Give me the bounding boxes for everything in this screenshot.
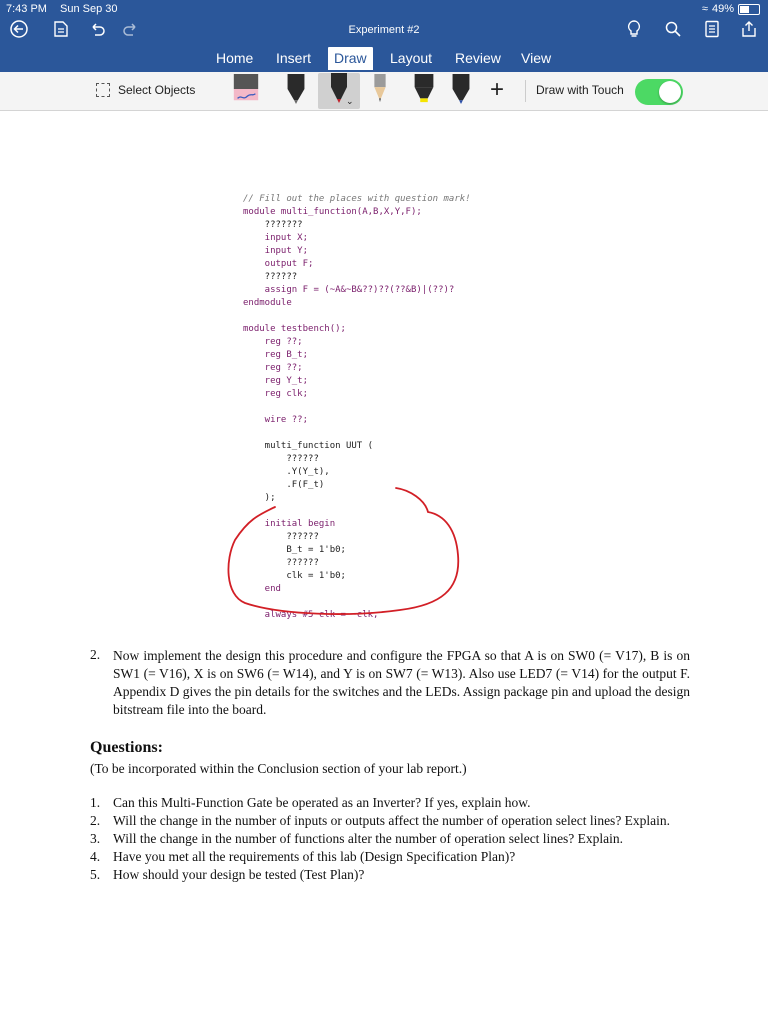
app-header	[0, 0, 768, 72]
tab-review[interactable]: Review	[455, 50, 501, 66]
tab-draw[interactable]: Draw	[327, 46, 374, 70]
draw-with-touch-toggle[interactable]	[635, 79, 683, 105]
tab-view[interactable]: View	[521, 50, 552, 66]
code-line	[243, 596, 471, 609]
code-line: // Fill out the places with question mark!	[243, 194, 471, 204]
status-bar	[6, 3, 128, 15]
black-pen-icon[interactable]	[285, 74, 307, 104]
code-line: end	[243, 584, 281, 594]
select-objects-label: Select Objects	[118, 83, 196, 97]
code-line: wire ??;	[243, 415, 309, 425]
code-line: reg Y_t;	[243, 376, 309, 386]
status-date: Sun Sep 30	[60, 3, 118, 15]
code-line: ??????	[243, 454, 319, 464]
code-line: ??????	[243, 532, 319, 542]
code-line: .F(F_t)	[243, 480, 325, 490]
pencil-icon[interactable]	[371, 74, 389, 104]
code-line	[243, 427, 471, 440]
paragraph-text: Now implement the design this procedure and configure the FPGA so that A is on SW0 (= V17), B is on SW1 (= V16), X is on SW6 (= W14), and Y is on SW7 (= W13). Also use LED7 (= V14) for the output F. Appendix D gives the pin details for the switches and the LEDs. Assign package pin and upload the design bitstream file into the board.	[113, 648, 691, 717]
code-line: assign F = (~A&~B&??)??(??&B)|(??)?	[243, 285, 455, 295]
eraser-icon[interactable]	[231, 74, 261, 104]
code-line: ??????	[243, 272, 298, 282]
code-line: module multi_function(A,B,X,Y,F);	[243, 207, 422, 217]
questions-list	[90, 794, 690, 884]
ribbon-divider	[525, 80, 526, 102]
battery-percent: 49%	[711, 3, 734, 15]
list-item: 2. Will the change in the number of inputs or outputs affect the number of operation select lines? Explain.	[90, 813, 671, 828]
draw-ribbon	[0, 72, 768, 111]
blue-pen-icon[interactable]	[450, 74, 472, 104]
status-time: 7:43 PM	[6, 3, 47, 15]
tab-layout[interactable]: Layout	[390, 50, 433, 66]
select-objects-icon	[96, 83, 110, 97]
code-line: ??????	[243, 558, 319, 568]
list-item: 3. Will the change in the number of functions alter the number of operation select lines? Explain.	[90, 831, 624, 846]
code-image	[243, 193, 471, 622]
list-item: 4. Have you met all the requirements of this lab (Design Specification Plan)?	[90, 849, 516, 864]
code-line	[243, 310, 471, 323]
tab-home[interactable]: Home	[216, 50, 254, 66]
code-line: reg ??;	[243, 363, 303, 373]
lightbulb-icon[interactable]	[626, 20, 642, 43]
chevron-down-icon[interactable]: ⌄	[346, 96, 354, 106]
reading-view-icon[interactable]	[704, 20, 720, 43]
code-line	[243, 401, 471, 414]
code-line: multi_function UUT (	[243, 441, 374, 451]
highlighter-icon[interactable]	[412, 74, 436, 104]
code-line	[243, 505, 471, 518]
document-title: Experiment #2	[348, 24, 420, 36]
draw-with-touch-label: Draw with Touch	[536, 83, 624, 97]
share-icon[interactable]	[740, 20, 758, 43]
questions-section	[90, 739, 690, 884]
code-line: endmodule	[243, 298, 292, 308]
code-line: .Y(Y_t),	[243, 467, 330, 477]
code-line: output F;	[243, 259, 314, 269]
code-line: clk = 1'b0;	[243, 571, 346, 581]
instruction-paragraph	[90, 647, 690, 719]
tab-insert[interactable]: Insert	[276, 50, 312, 66]
list-item: 5. How should your design be tested (Test Plan)?	[90, 867, 365, 882]
wifi-icon: ≈	[701, 3, 708, 15]
search-icon[interactable]	[664, 20, 682, 43]
list-item: 1. Can this Multi-Function Gate be operated as an Inverter? If yes, explain how.	[90, 795, 531, 810]
code-line: reg B_t;	[243, 350, 309, 360]
ribbon-tabs	[0, 46, 768, 72]
add-pen-button[interactable]: +	[490, 76, 505, 103]
code-line: B_t = 1'b0;	[243, 545, 346, 555]
status-right	[702, 3, 760, 15]
code-line: input X;	[243, 233, 309, 243]
code-line: reg ??;	[243, 337, 303, 347]
code-line: initial begin	[243, 519, 336, 529]
select-objects-button[interactable]	[96, 83, 195, 97]
paragraph-number: 2.	[90, 647, 101, 662]
code-line: reg clk;	[243, 389, 309, 399]
questions-heading: Questions:	[90, 739, 163, 756]
code-line: input Y;	[243, 246, 309, 256]
code-line: ???????	[243, 220, 303, 230]
selected-pen-highlight[interactable]	[318, 73, 360, 109]
battery-icon	[738, 4, 760, 15]
questions-subheading: (To be incorporated within the Conclusion section of your lab report.)	[90, 761, 467, 776]
code-line: );	[243, 493, 276, 503]
code-line: module testbench();	[243, 324, 346, 334]
code-line: always #5 clk = ~clk;	[243, 610, 379, 620]
